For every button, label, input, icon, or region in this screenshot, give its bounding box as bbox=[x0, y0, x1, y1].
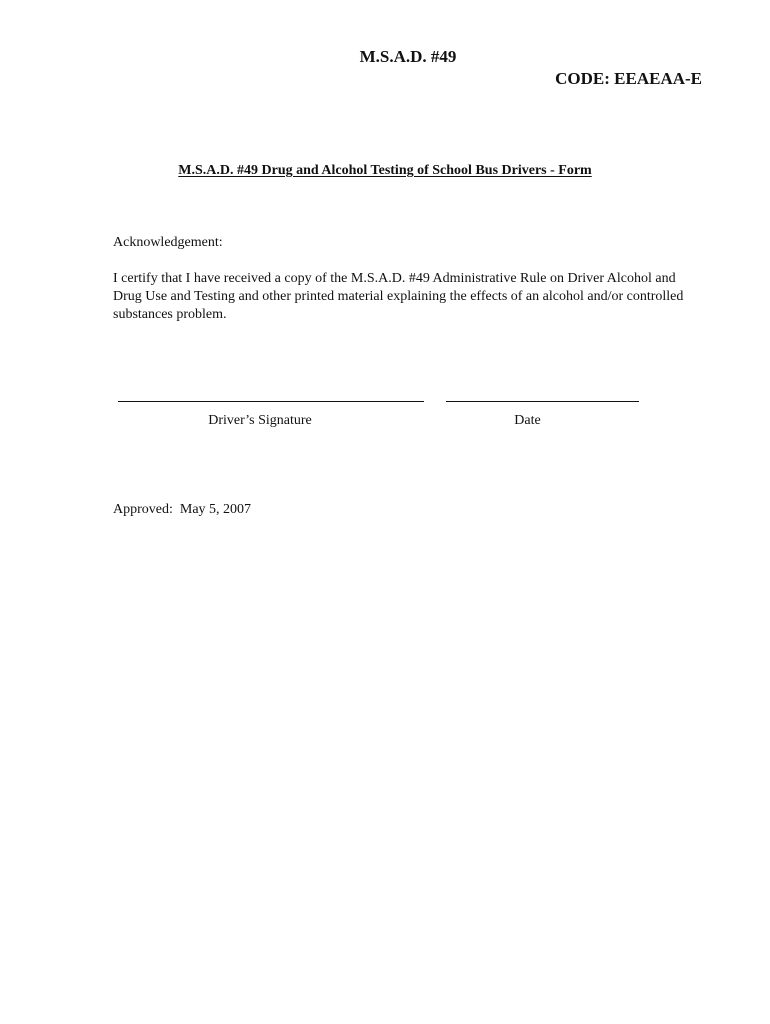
date-line[interactable] bbox=[446, 401, 639, 402]
acknowledgement-label: Acknowledgement: bbox=[113, 235, 223, 250]
organization-title: M.S.A.D. #49 bbox=[359, 47, 457, 66]
date-label: Date bbox=[514, 413, 541, 428]
approval-date: Approved: May 5, 2007 bbox=[113, 502, 252, 517]
signature-label: Driver’s Signature bbox=[208, 413, 312, 428]
form-title: M.S.A.D. #49 Drug and Alcohol Testing of School Bus Drivers - Form bbox=[178, 163, 592, 178]
policy-code: CODE: EEAEAA-E bbox=[555, 69, 702, 88]
certification-statement: I certify that I have received a copy of the M.S.A.D. #49 Administrative Rule on Driver Alcohol and Drug Use and Testing and other printed material explaining the effects of an alcohol and/or controlled substances problem. bbox=[113, 271, 684, 322]
signature-line[interactable] bbox=[118, 401, 424, 402]
